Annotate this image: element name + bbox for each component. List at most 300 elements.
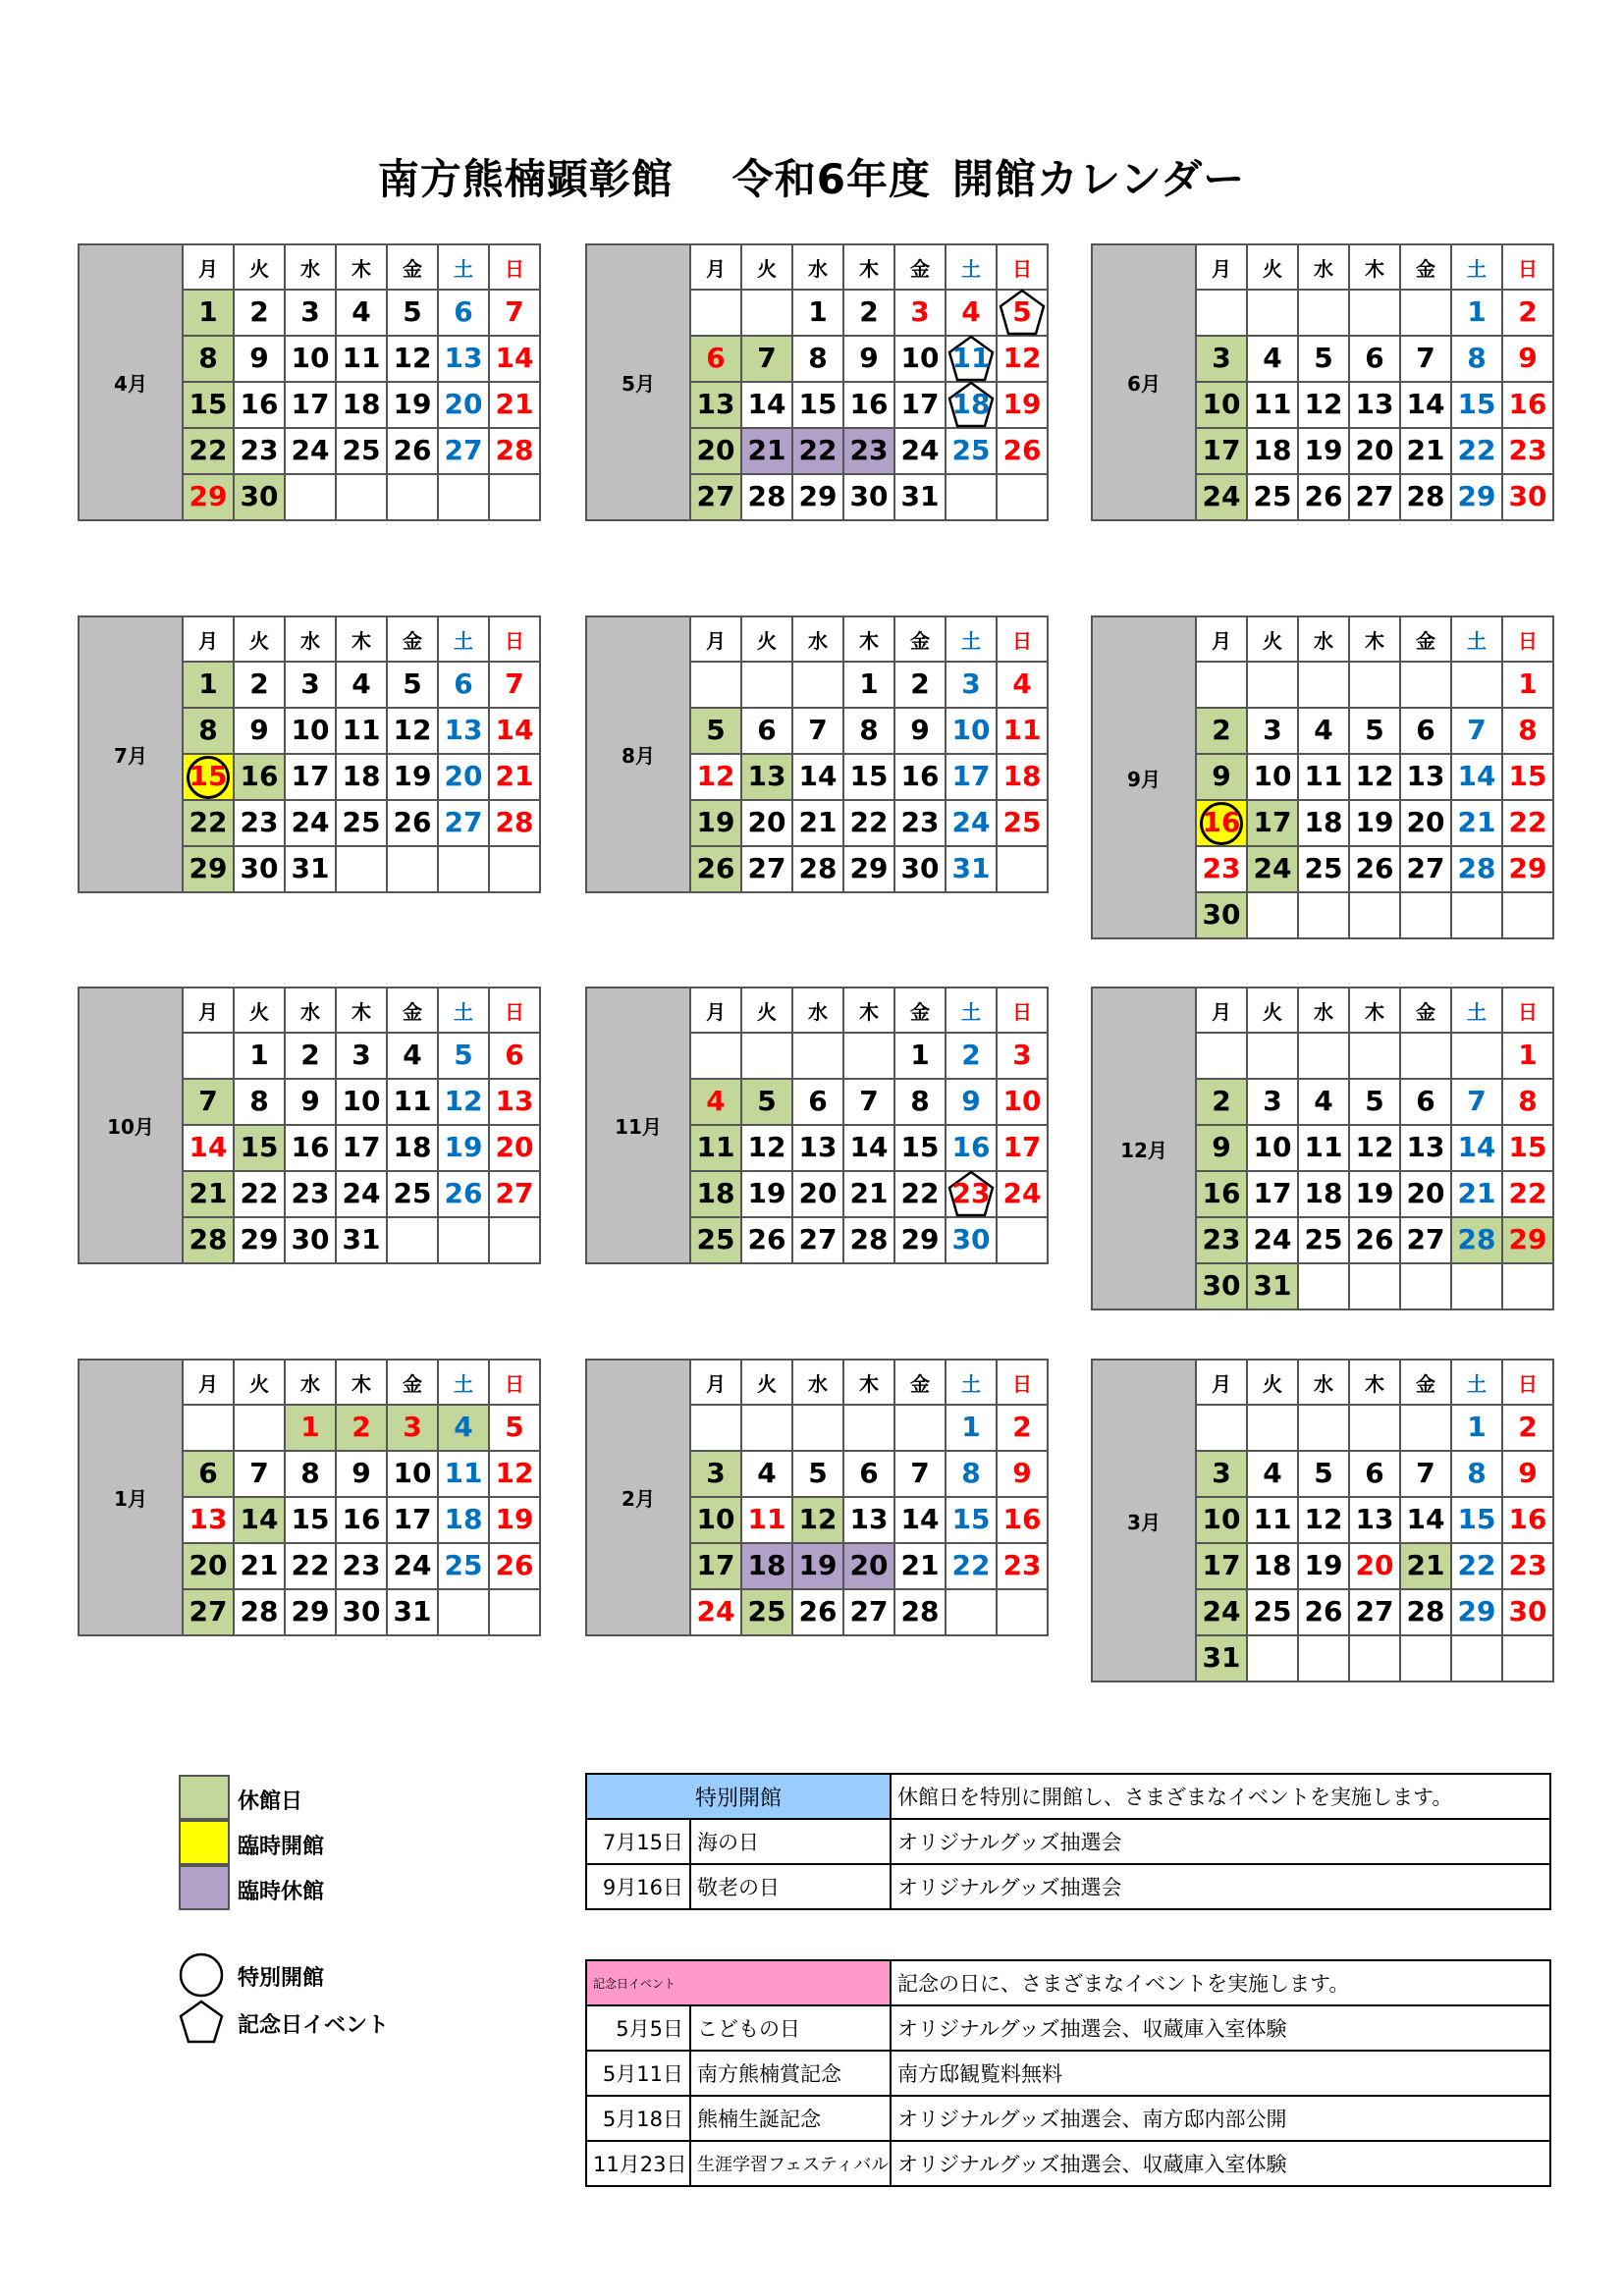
day-cell — [438, 1171, 489, 1217]
day-number: 27 — [1406, 852, 1445, 884]
event-content: オリジナルグッズ抽選会 — [891, 1819, 1550, 1864]
empty-cell — [1349, 1405, 1400, 1451]
weekday-header-row — [1092, 988, 1553, 1033]
day-number: 13 — [444, 342, 483, 374]
table-row — [586, 2005, 1550, 2051]
event-name: 南方熊楠賞記念 — [690, 2051, 891, 2096]
day-number: 13 — [849, 1503, 889, 1535]
day-cell — [1349, 800, 1400, 846]
day-number: 28 — [495, 806, 534, 838]
empty-cell — [792, 662, 843, 708]
empty-cell — [741, 662, 792, 708]
day-cell — [489, 428, 540, 474]
day-number: 4 — [1263, 342, 1282, 374]
day-number: 2 — [300, 1039, 320, 1071]
weekday-header: 月 — [690, 988, 741, 1033]
day-number: 22 — [798, 434, 838, 466]
day-cell — [234, 428, 285, 474]
day-cell — [1400, 1543, 1451, 1589]
day-cell — [1502, 708, 1553, 754]
weekday-header: 日 — [997, 244, 1048, 290]
day-cell — [843, 1125, 894, 1171]
empty-cell — [336, 474, 387, 520]
day-cell — [336, 1217, 387, 1263]
day-cell — [234, 1079, 285, 1125]
day-cell — [336, 800, 387, 846]
day-number: 25 — [1253, 480, 1292, 512]
day-cell — [1451, 336, 1502, 382]
day-cell — [1247, 1451, 1298, 1497]
day-number: 9 — [910, 714, 930, 746]
day-cell — [1400, 1125, 1451, 1171]
weekday-header: 火 — [1247, 616, 1298, 662]
day-number: 25 — [444, 1549, 483, 1581]
day-cell — [843, 474, 894, 520]
event-date: 9月16日 — [586, 1864, 690, 1909]
day-cell — [741, 800, 792, 846]
weekday-header: 火 — [234, 244, 285, 290]
day-number: 2 — [859, 295, 879, 328]
day-number: 2 — [1212, 714, 1231, 746]
day-number: 26 — [696, 852, 735, 884]
day-cell — [1196, 1217, 1247, 1263]
day-cell — [894, 290, 946, 336]
day-number: 13 — [798, 1131, 838, 1163]
day-number: 31 — [900, 480, 940, 512]
empty-cell — [387, 474, 438, 520]
day-cell — [183, 428, 234, 474]
day-number: 14 — [495, 342, 534, 374]
day-number: 12 — [393, 714, 432, 746]
day-number: 26 — [1304, 480, 1343, 512]
day-cell — [489, 754, 540, 800]
month-calendar — [585, 1359, 1049, 1636]
day-cell — [234, 1033, 285, 1079]
day-number: 5 — [808, 1457, 828, 1489]
day-cell — [741, 1079, 792, 1125]
day-number: 28 — [849, 1223, 889, 1255]
day-cell — [438, 428, 489, 474]
day-cell — [1502, 662, 1553, 708]
day-number: 28 — [240, 1595, 279, 1628]
empty-cell — [1502, 1263, 1553, 1309]
day-cell — [1451, 1497, 1502, 1543]
day-cell — [1502, 1497, 1553, 1543]
event-content: オリジナルグッズ抽選会、南方邸内部公開 — [891, 2096, 1550, 2141]
empty-cell — [1349, 662, 1400, 708]
day-cell — [1502, 1405, 1553, 1451]
empty-cell — [1247, 892, 1298, 938]
weekday-header-row — [586, 616, 1048, 662]
day-cell — [1196, 336, 1247, 382]
day-cell — [438, 1543, 489, 1589]
day-cell — [997, 1497, 1048, 1543]
day-cell — [489, 1497, 540, 1543]
day-number: 7 — [505, 295, 524, 328]
day-number: 25 — [393, 1177, 432, 1209]
day-cell — [690, 1497, 741, 1543]
empty-cell — [285, 474, 336, 520]
table-row — [586, 1864, 1550, 1909]
day-number: 21 — [495, 388, 534, 420]
day-cell — [997, 336, 1048, 382]
day-number: 1 — [910, 1039, 930, 1071]
day-cell — [1298, 708, 1349, 754]
empty-cell — [1400, 892, 1451, 938]
day-cell — [438, 662, 489, 708]
day-cell — [285, 1171, 336, 1217]
day-number: 13 — [1406, 1131, 1445, 1163]
day-number: 9 — [1212, 760, 1231, 792]
day-cell — [234, 708, 285, 754]
day-cell — [690, 428, 741, 474]
day-number: 15 — [189, 388, 228, 420]
day-cell — [387, 800, 438, 846]
day-cell — [336, 1033, 387, 1079]
day-number: 5 — [757, 1085, 777, 1117]
day-number: 18 — [393, 1131, 432, 1163]
weekday-header: 日 — [997, 1360, 1048, 1405]
event-name: 熊楠生誕記念 — [690, 2096, 891, 2141]
empty-cell — [1298, 1635, 1349, 1682]
day-cell — [1196, 474, 1247, 520]
day-cell — [489, 800, 540, 846]
day-cell — [946, 800, 997, 846]
day-cell — [285, 662, 336, 708]
day-cell — [1349, 336, 1400, 382]
weekday-header: 火 — [234, 988, 285, 1033]
day-cell — [792, 474, 843, 520]
day-number: 11 — [1253, 1503, 1292, 1535]
day-number: 17 — [1253, 806, 1292, 838]
day-cell — [1502, 382, 1553, 428]
day-number: 3 — [300, 667, 320, 700]
day-number: 1 — [249, 1039, 269, 1071]
day-cell — [387, 754, 438, 800]
day-number: 26 — [444, 1177, 483, 1209]
day-number: 17 — [1202, 434, 1241, 466]
day-number: 21 — [747, 434, 786, 466]
day-number: 24 — [951, 806, 991, 838]
day-number: 15 — [1457, 1503, 1496, 1535]
day-number: 26 — [1304, 1595, 1343, 1628]
table-row — [586, 1819, 1550, 1864]
day-cell — [1502, 336, 1553, 382]
day-number: 14 — [1457, 760, 1496, 792]
day-number: 6 — [505, 1039, 524, 1071]
month-label: 4月 — [79, 244, 183, 520]
day-number: 11 — [342, 714, 381, 746]
day-number: 3 — [1212, 1457, 1231, 1489]
empty-cell — [894, 1405, 946, 1451]
weekday-header: 火 — [741, 1360, 792, 1405]
weekday-header: 火 — [234, 1360, 285, 1405]
legend-anniversary-label: 記念日イベント — [238, 2013, 390, 2038]
day-cell — [234, 1451, 285, 1497]
day-number: 4 — [352, 667, 371, 700]
day-cell — [438, 800, 489, 846]
day-number: 31 — [291, 852, 330, 884]
day-cell — [336, 1497, 387, 1543]
day-cell — [285, 1543, 336, 1589]
day-number: 19 — [1355, 806, 1394, 838]
day-cell — [387, 1589, 438, 1635]
day-cell — [843, 846, 894, 892]
weekday-header: 木 — [843, 244, 894, 290]
day-number: 19 — [1304, 1549, 1343, 1581]
day-number: 14 — [189, 1131, 228, 1163]
day-number: 5 — [1314, 1457, 1333, 1489]
day-cell — [1349, 708, 1400, 754]
day-cell — [336, 662, 387, 708]
weekday-header: 金 — [1400, 988, 1451, 1033]
weekday-header: 月 — [183, 244, 234, 290]
weekday-header: 水 — [285, 244, 336, 290]
month-label: 5月 — [586, 244, 690, 520]
day-cell — [234, 800, 285, 846]
day-cell — [1196, 800, 1247, 846]
legend-temporary-open-label: 臨時開館 — [238, 1835, 325, 1859]
day-number: 21 — [1406, 434, 1445, 466]
empty-cell — [336, 846, 387, 892]
anniversary-header-row — [586, 1960, 1550, 2005]
event-name: 海の日 — [690, 1819, 891, 1864]
day-cell — [946, 1033, 997, 1079]
day-cell — [997, 1125, 1048, 1171]
day-number: 7 — [1467, 1085, 1487, 1117]
day-cell — [997, 754, 1048, 800]
calendar-name: 開館カレンダー — [951, 155, 1246, 203]
day-cell — [1502, 754, 1553, 800]
day-number: 16 — [951, 1131, 991, 1163]
day-cell — [387, 1171, 438, 1217]
day-cell — [894, 800, 946, 846]
day-number: 24 — [393, 1549, 432, 1581]
day-cell — [741, 1589, 792, 1635]
empty-cell — [1196, 290, 1247, 336]
day-number: 12 — [696, 760, 735, 792]
day-cell — [690, 754, 741, 800]
day-cell — [1400, 1589, 1451, 1635]
day-number: 4 — [1314, 1085, 1333, 1117]
pentagon-icon — [179, 1999, 230, 2046]
day-number: 30 — [240, 480, 279, 512]
empty-cell — [1400, 662, 1451, 708]
day-number: 14 — [900, 1503, 940, 1535]
day-cell — [1349, 1451, 1400, 1497]
day-number: 16 — [342, 1503, 381, 1535]
day-cell — [741, 428, 792, 474]
day-cell — [1349, 754, 1400, 800]
day-cell — [894, 1451, 946, 1497]
weekday-header: 水 — [1298, 616, 1349, 662]
day-cell — [183, 1543, 234, 1589]
month-label: 7月 — [79, 616, 183, 892]
day-cell — [285, 708, 336, 754]
day-cell — [894, 846, 946, 892]
day-cell — [690, 474, 741, 520]
day-number: 18 — [1304, 1177, 1343, 1209]
weekday-header: 金 — [387, 616, 438, 662]
month-calendar — [1091, 243, 1554, 521]
day-number: 5 — [1365, 1085, 1384, 1117]
weekday-header: 土 — [946, 244, 997, 290]
day-number: 27 — [495, 1177, 534, 1209]
day-number: 29 — [849, 852, 889, 884]
day-cell — [183, 1125, 234, 1171]
table-row — [586, 2141, 1550, 2186]
day-cell — [387, 708, 438, 754]
day-number: 4 — [1012, 667, 1032, 700]
day-cell — [792, 1497, 843, 1543]
day-number: 3 — [1263, 1085, 1282, 1117]
day-cell — [1502, 474, 1553, 520]
day-cell — [336, 1171, 387, 1217]
event-date: 5月11日 — [586, 2051, 690, 2096]
day-cell — [183, 1079, 234, 1125]
day-number: 19 — [495, 1503, 534, 1535]
day-cell — [997, 1451, 1048, 1497]
day-cell — [1298, 1125, 1349, 1171]
day-number: 12 — [1304, 1503, 1343, 1535]
day-number: 15 — [189, 760, 228, 792]
day-number: 4 — [403, 1039, 422, 1071]
day-cell — [843, 662, 894, 708]
weekday-header-row — [79, 1360, 540, 1405]
day-number: 16 — [1508, 388, 1547, 420]
day-number: 25 — [1304, 1223, 1343, 1255]
day-cell — [336, 290, 387, 336]
day-number: 6 — [1365, 342, 1384, 374]
empty-cell — [1298, 290, 1349, 336]
day-cell — [894, 754, 946, 800]
day-number: 7 — [757, 342, 777, 374]
day-number: 3 — [1212, 342, 1231, 374]
day-cell — [946, 382, 997, 428]
day-cell — [1502, 290, 1553, 336]
day-number: 28 — [1406, 1595, 1445, 1628]
weekday-header: 土 — [438, 244, 489, 290]
day-cell — [387, 1405, 438, 1451]
legend-anniversary — [179, 1999, 434, 2044]
day-cell — [946, 1079, 997, 1125]
empty-cell — [946, 1589, 997, 1635]
day-cell — [1298, 1497, 1349, 1543]
day-number: 15 — [1508, 760, 1547, 792]
day-cell — [1451, 846, 1502, 892]
day-cell — [690, 1589, 741, 1635]
empty-cell — [741, 290, 792, 336]
day-number: 4 — [757, 1457, 777, 1489]
day-number: 14 — [495, 714, 534, 746]
month-label: 3月 — [1092, 1360, 1196, 1682]
day-number: 10 — [393, 1457, 432, 1489]
empty-cell — [1247, 1635, 1298, 1682]
day-cell — [946, 754, 997, 800]
weekday-header: 木 — [843, 1360, 894, 1405]
museum-name: 南方熊楠顕彰館 — [377, 155, 674, 203]
empty-cell — [1298, 1033, 1349, 1079]
day-number: 24 — [1253, 1223, 1292, 1255]
day-cell — [234, 336, 285, 382]
day-cell — [792, 1171, 843, 1217]
day-number: 21 — [495, 760, 534, 792]
day-cell — [1247, 1497, 1298, 1543]
day-number: 6 — [808, 1085, 828, 1117]
day-number: 28 — [495, 434, 534, 466]
day-cell — [489, 1171, 540, 1217]
day-number: 15 — [1508, 1131, 1547, 1163]
day-cell — [1349, 1497, 1400, 1543]
day-number: 11 — [1253, 388, 1292, 420]
day-number: 22 — [900, 1177, 940, 1209]
empty-cell — [1247, 662, 1298, 708]
event-content: オリジナルグッズ抽選会、収蔵庫入室体験 — [891, 2141, 1550, 2186]
weekday-header: 日 — [1502, 988, 1553, 1033]
day-number: 24 — [1202, 480, 1241, 512]
day-number: 20 — [849, 1549, 889, 1581]
day-cell — [234, 754, 285, 800]
day-number: 6 — [757, 714, 777, 746]
day-number: 19 — [798, 1549, 838, 1581]
day-number: 16 — [240, 760, 279, 792]
weekday-header: 金 — [387, 1360, 438, 1405]
empty-cell — [690, 1405, 741, 1451]
event-name: こどもの日 — [690, 2005, 891, 2051]
day-number: 5 — [403, 295, 422, 328]
day-cell — [946, 1497, 997, 1543]
weekday-header: 火 — [234, 616, 285, 662]
day-cell — [690, 1217, 741, 1263]
day-number: 24 — [291, 806, 330, 838]
empty-cell — [1400, 1635, 1451, 1682]
day-number: 20 — [798, 1177, 838, 1209]
day-number: 18 — [342, 388, 381, 420]
empty-cell — [234, 1405, 285, 1451]
weekday-header: 火 — [1247, 1360, 1298, 1405]
day-cell — [1247, 1217, 1298, 1263]
day-number: 21 — [1457, 1177, 1496, 1209]
day-cell — [690, 382, 741, 428]
day-cell — [234, 1543, 285, 1589]
day-cell — [285, 846, 336, 892]
empty-cell — [1451, 662, 1502, 708]
day-cell — [1400, 1451, 1451, 1497]
day-number: 2 — [1212, 1085, 1231, 1117]
day-number: 12 — [444, 1085, 483, 1117]
day-cell — [997, 382, 1048, 428]
day-number: 4 — [1263, 1457, 1282, 1489]
day-number: 10 — [900, 342, 940, 374]
day-cell — [1298, 428, 1349, 474]
day-number: 31 — [1202, 1641, 1241, 1674]
weekday-header: 水 — [285, 988, 336, 1033]
day-number: 11 — [951, 342, 991, 374]
day-number: 4 — [454, 1411, 473, 1443]
empty-cell — [438, 1589, 489, 1635]
day-cell — [1400, 336, 1451, 382]
month-calendar — [78, 987, 541, 1264]
day-number: 23 — [1508, 1549, 1547, 1581]
weekday-header: 金 — [894, 244, 946, 290]
day-number: 23 — [849, 434, 889, 466]
day-cell — [234, 846, 285, 892]
day-number: 11 — [342, 342, 381, 374]
day-number: 7 — [1467, 714, 1487, 746]
empty-cell — [997, 846, 1048, 892]
day-number: 15 — [291, 1503, 330, 1535]
empty-cell — [1196, 1033, 1247, 1079]
